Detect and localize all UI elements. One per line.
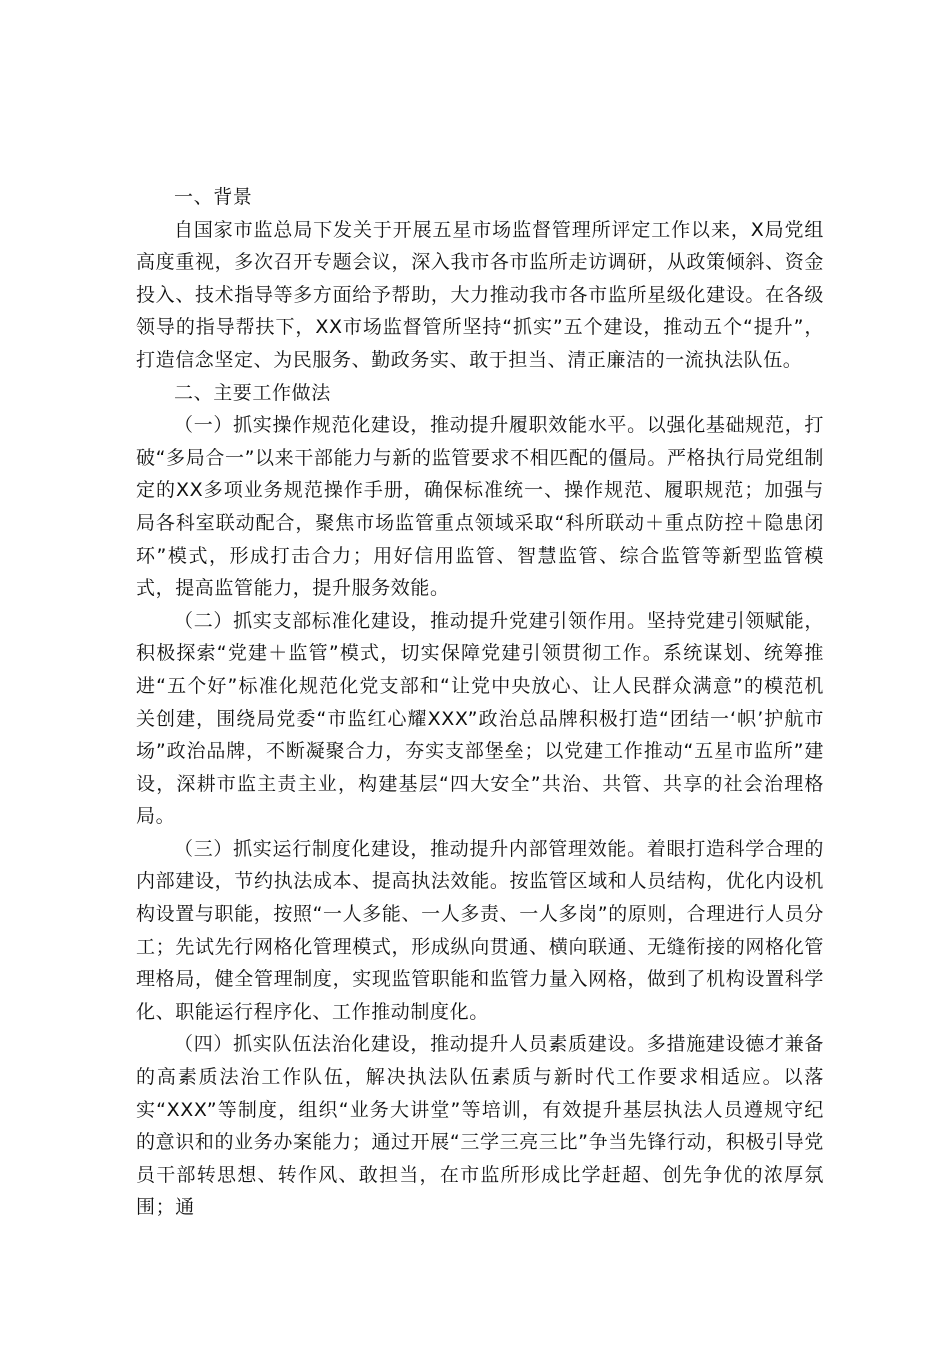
document-body (136, 181, 824, 1224)
practice-item-3: （三）抓实运行制度化建设，推动提升内部管理效能。着眼打造科学合理的内部建设，节约执法成本、提高执法效能。按监管区域和人员结构，优化内设机构设置与职能，按照“一人多能、一人多责、一人多岗”的原则，合理进行人员分工；先试先行网格化管理模式，形成纵向贯通、横向联通、无缝衔接的网格化管理格局，健全管理制度，实现监管职能和监管力量入网格，做到了机构设置科学化、职能运行程序化、工作推动制度化。 (136, 837, 824, 1023)
practice-item-2: （二）抓实支部标准化建设，推动提升党建引领作用。坚持党建引领赋能，积极探索“党建＋监管”模式，切实保障党建引领贯彻工作。系统谋划、统筹推进“五个好”标准化规范化党支部和“让党中央放心、让人民群众满意”的模范机关创建，围绕局党委“市监红心耀XXX”政治总品牌积极打造“团结一‘帜’护航市场”政治品牌，不断凝聚合力，夯实支部堡垒；以党建工作推动“五星市监所”建设，深耕市监主责主业，构建基层“四大安全”共治、共管、共享的社会治理格局。 (136, 609, 824, 828)
section-heading-background: 一、背景 (174, 186, 253, 208)
practice-item-4: （四）抓实队伍法治化建设，推动提升人员素质建设。多措施建设德才兼备的高素质法治工作队伍，解决执法队伍素质与新时代工作要求相适应。以落实“XXX”等制度，组织“业务大讲堂”等培训，有效提升基层执法人员遵规守纪的意识和的业务办案能力；通过开展“三学三亮三比”争当先锋行动，积极引导党员干部转思想、转作风、敢担当，在市监所形成比学赶超、创先争优的浓厚氛围；通 (136, 1033, 824, 1219)
background-paragraph: 自国家市监总局下发关于开展五星市场监督管理所评定工作以来，X局党组高度重视，多次召开专题会议，深入我市各市监所走访调研，从政策倾斜、资金投入、技术指导等多方面给予帮助，大力推动我市各市监所星级化建设。在各级领导的指导帮扶下，XX市场监督管所坚持“抓实”五个建设，推动五个“提升”，打造信念坚定、为民服务、勤政务实、敢于担当、清正廉洁的一流执法队伍。 (136, 218, 824, 371)
practice-item-1: （一）抓实操作规范化建设，推动提升履职效能水平。以强化基础规范，打破“多局合一”以来干部能力与新的监管要求不相匹配的僵局。严格执行局党组制定的XX多项业务规范操作手册，确保标准统一、操作规范、履职规范；加强与局各科室联动配合，聚焦市场监管重点领域采取“科所联动＋重点防控＋隐患闭环”模式，形成打击合力；用好信用监管、智慧监管、综合监管等新型监管模式，提高监管能力，提升服务效能。 (136, 414, 824, 600)
section-heading-main-practices: 二、主要工作做法 (174, 381, 331, 404)
